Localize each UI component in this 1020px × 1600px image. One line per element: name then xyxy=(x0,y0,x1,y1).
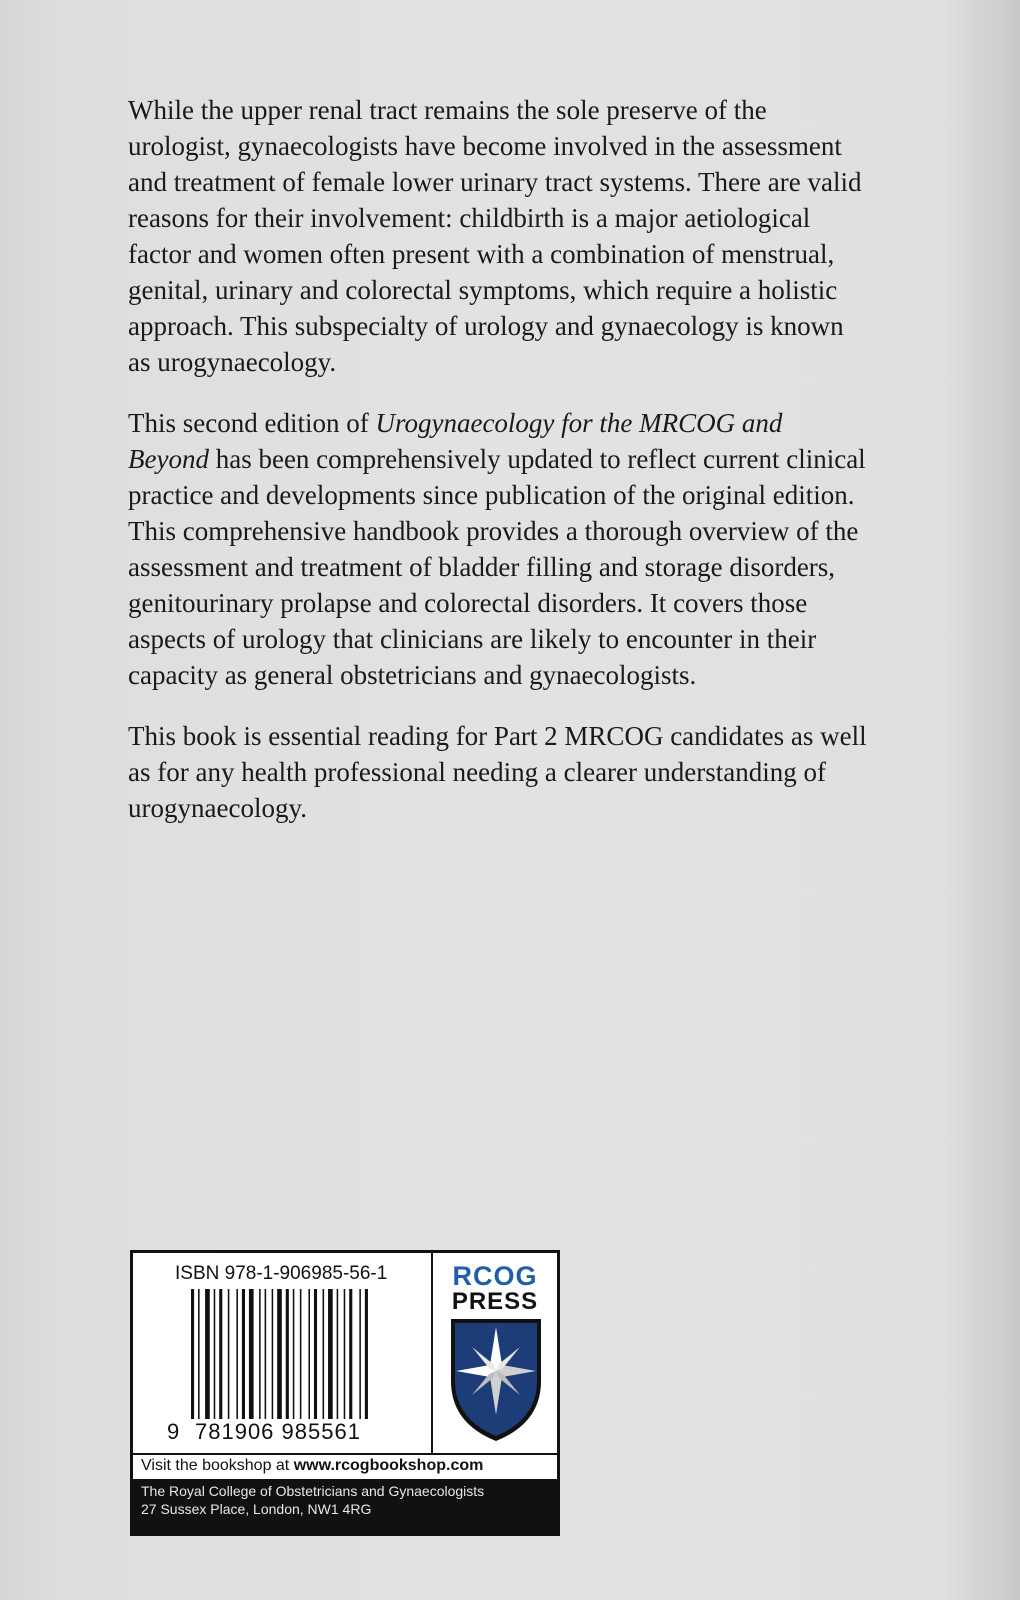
barcode-bar xyxy=(286,1289,289,1419)
logo-press-text: PRESS xyxy=(451,1288,539,1315)
barcode-bar xyxy=(314,1289,317,1419)
compass-star-shield-icon xyxy=(447,1315,545,1445)
barcode-bar xyxy=(308,1289,310,1419)
rcog-press-logo xyxy=(433,1253,557,1453)
isbn-area xyxy=(133,1253,433,1453)
barcode-bar xyxy=(249,1289,254,1419)
book-title: Urogynaecology for the MRCOG and Beyond xyxy=(128,408,783,474)
ean-digits: 781906 985561 xyxy=(195,1419,361,1444)
barcode-bar xyxy=(242,1289,245,1419)
barcode-bar xyxy=(349,1289,352,1419)
barcode-bar xyxy=(359,1289,361,1419)
barcode-bar xyxy=(259,1289,261,1419)
bookshop-line xyxy=(133,1453,557,1479)
barcode-bar xyxy=(277,1289,282,1419)
bookshop-url[interactable]: www.rcogbookshop.com xyxy=(293,1457,484,1474)
blurb-p2-start: This second edition of xyxy=(128,408,376,438)
visit-prefix: Visit the bookshop at xyxy=(141,1457,294,1474)
barcode-bar xyxy=(191,1289,194,1419)
barcode-bar xyxy=(365,1289,368,1419)
barcode-bar xyxy=(337,1289,339,1419)
ean-first-digit: 9 xyxy=(167,1419,180,1444)
barcode-bar xyxy=(293,1289,295,1419)
barcode-bar xyxy=(344,1289,346,1419)
barcode-bar xyxy=(219,1289,222,1419)
isbn-number: ISBN 978-1-906985-56-1 xyxy=(175,1263,388,1284)
blurb-paragraph-2 xyxy=(128,405,868,693)
barcode-box xyxy=(130,1250,560,1517)
barcode-bar xyxy=(236,1289,238,1419)
blurb-text xyxy=(128,92,868,851)
blurb-paragraph-3: This book is essential reading for Part 2 MRCOG candidates as well as for any health professional needing a clearer understanding of urogynaecology. xyxy=(128,721,867,823)
barcode-bar xyxy=(198,1289,200,1419)
barcode-bars xyxy=(191,1289,381,1419)
barcode-bar xyxy=(265,1289,267,1419)
barcode-bar xyxy=(272,1289,274,1419)
logo-rcog-text: RCOG xyxy=(452,1261,538,1291)
publisher-address xyxy=(133,1479,557,1517)
blurb-p2-rest: has been comprehensively updated to reflect current clinical practice and developments since publication of the original edition. This comprehensive handbook provides a thorough overview of the assessment and treatment of bladder filling and storage disorders, genitourinary prolapse and colorectal disorders. It covers those aspects of urology that clinicians are likely to encounter in their capacity as general obstetricians and gynaecologists. xyxy=(128,444,866,690)
blurb-paragraph-1: While the upper renal tract remains the sole preserve of the urologist, gynaecologists have become involved in the assessment and treatment of female lower urinary tract systems. There are valid reasons for their involvement: childbirth is a major aetiological factor and women often present with a combination of menstrual, genital, urinary and colorectal symptoms, which require a holistic approach. This subspecialty of urology and gynaecology is known as urogynaecology. xyxy=(128,95,862,377)
barcode-bar xyxy=(228,1289,230,1419)
barcode-bar xyxy=(214,1289,216,1419)
barcode-bar xyxy=(205,1289,210,1419)
address-line-2: 27 Sussex Place, London, NW1 4RG xyxy=(141,1501,372,1517)
barcode-bar xyxy=(300,1289,302,1419)
barcode-bar xyxy=(328,1289,333,1419)
address-line-1: The Royal College of Obstetricians and Gynaecologists xyxy=(141,1483,485,1499)
barcode-bar xyxy=(323,1289,325,1419)
